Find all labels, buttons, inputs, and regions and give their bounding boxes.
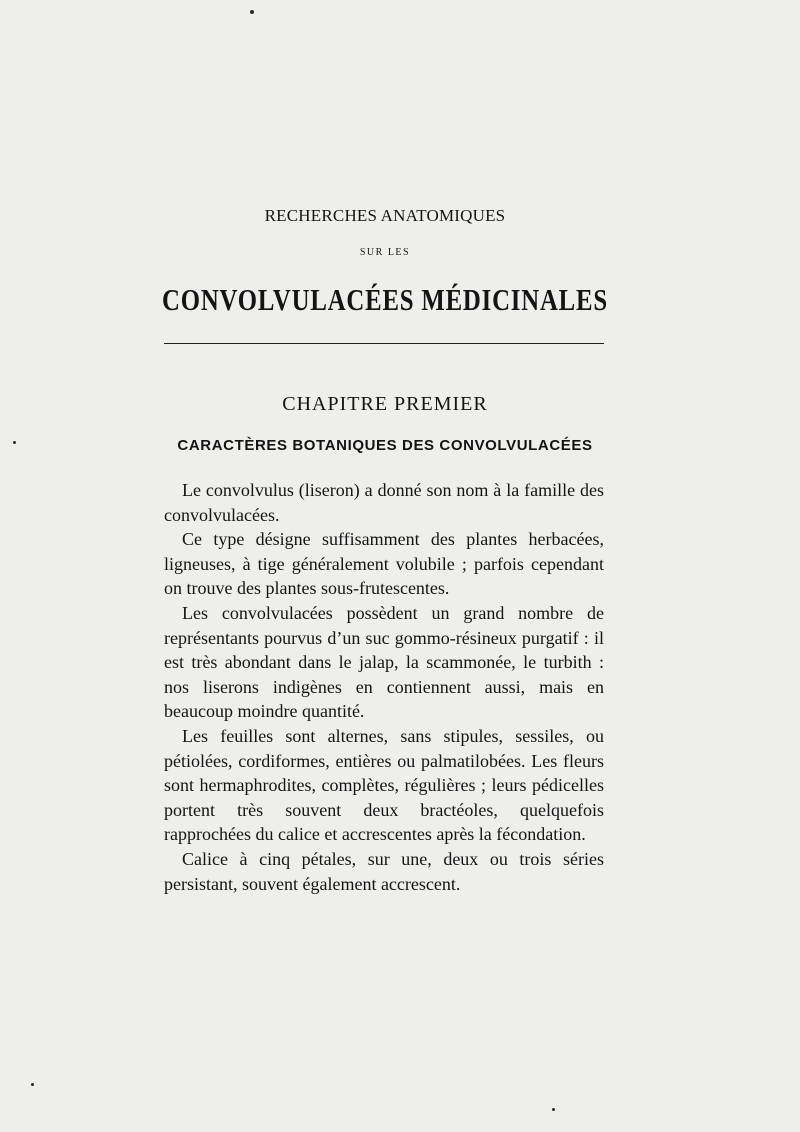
paragraph: Calice à cinq pétales, sur une, deux ou trois séries persistant, souvent également accrescent. [164, 848, 604, 894]
book-title-line: RECHERCHES ANATOMIQUES [264, 206, 506, 225]
paragraph: Les feuilles sont alternes, sans stipules, sessiles, ou pétiolées, cordiformes, entières ou palmatilobées. Les fleurs sont hermaphrodites, complètes, régulières ; leurs pédicelles portent très souvent deux bractéoles, quelquefois rapprochées du calice et accrescentes après la fécondation. [164, 725, 604, 845]
paragraph: Le convolvulus (liseron) a donné son nom à la famille des convolvulacées. [164, 480, 604, 525]
section-heading: CARACTÈRES BOTANIQUES DES CONVOLVULACÉES [177, 437, 593, 454]
body-text [164, 478, 604, 896]
ink-speck [250, 10, 254, 14]
ink-speck [552, 1108, 555, 1111]
book-main-title: CONVOLVULACÉES MÉDICINALES [162, 282, 608, 317]
title-divider [164, 343, 604, 344]
book-title-connector: SUR LES [359, 247, 411, 258]
chapter-heading: CHAPITRE PREMIER [282, 393, 488, 415]
paragraph: Les convolvulacées possèdent un grand nombre de représentants pourvus d’un suc gommo-résineux purgatif : il est très abondant dans le jalap, la scammonée, le turbith : nos liserons indigènes en contiennent aussi, mais en beaucoup moindre quantité. [164, 602, 604, 722]
ink-speck [31, 1083, 34, 1086]
paragraph: Ce type désigne suffisamment des plantes herbacées, ligneuses, à tige généralement volubile ; parfois cependant on trouve des plantes sous-frutescentes. [164, 529, 604, 599]
